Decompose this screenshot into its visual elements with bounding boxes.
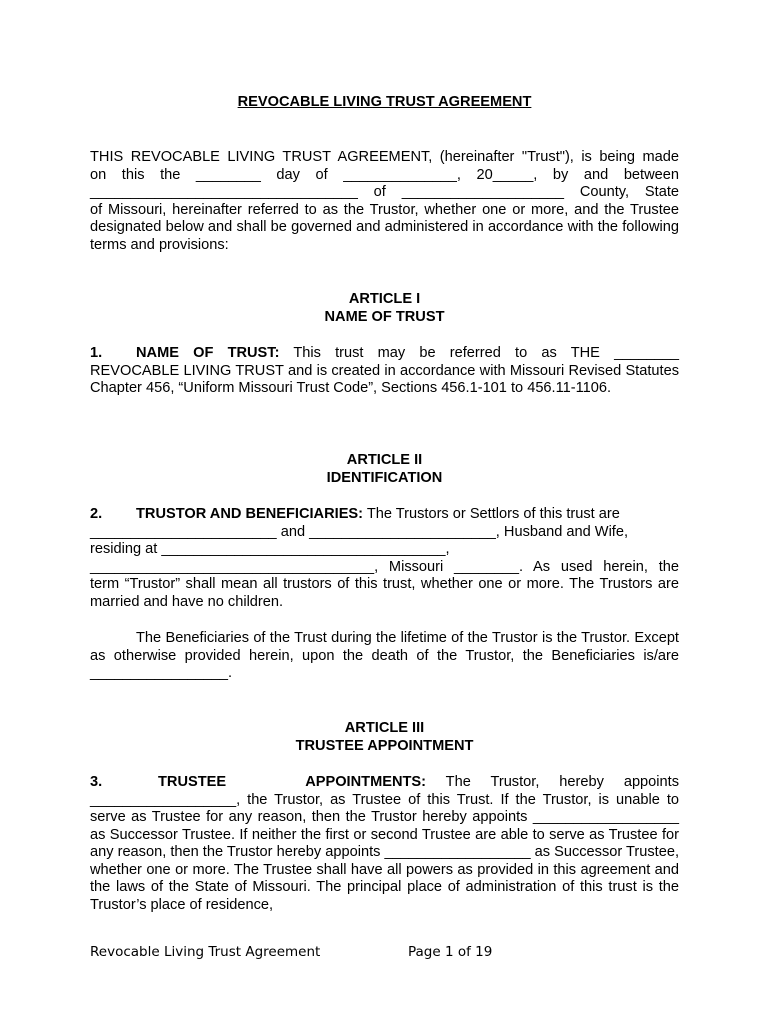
section-1-first-line	[90, 345, 679, 363]
section-2-paragraph	[90, 506, 679, 611]
section-2-number: 2.	[90, 506, 103, 522]
beneficiaries-paragraph: The Beneficiaries of the Trust during the lifetime of the Trustor is the Trustor. Except as otherwise provided herein, upon the death of the Trustor, the Beneficiaries is/are _________________.	[90, 630, 679, 681]
intro-rest: of Missouri, hereinafter referred to as the Trustor, whether one or more, and the Trustee designated below and shall be governed and administered in accordance with the following terms and provisions:	[90, 201, 679, 253]
section-2-line-4a: ___________________________________, Missouri	[90, 558, 455, 575]
article-3-title: TRUSTEE APPOINTMENT	[295, 737, 474, 754]
section-2-lead: TRUSTOR AND BENEFICIARIES:	[136, 506, 364, 522]
section-2-rest: term “Trustor” shall mean all trustors of this trust, whether one or more. The Trustors are married and have no children.	[90, 576, 679, 610]
section-1-paragraph	[90, 345, 679, 398]
intro-line-3: _________________________________ of ____________________ County, State	[90, 184, 679, 200]
section-2-line-2: _______________________ and _______________________, Husband and Wife,	[90, 523, 629, 540]
section-2-line-4	[90, 559, 679, 577]
section-2-text-1: The Trustors or Settlors of this trust are	[363, 506, 620, 522]
section-3-first-line	[90, 774, 679, 792]
intro-line-1: THIS REVOCABLE LIVING TRUST AGREEMENT, (hereinafter "Trust"), is being made	[90, 149, 679, 165]
intro-paragraph	[90, 149, 679, 254]
section-3-text-1: The Trustor, hereby appoints	[445, 774, 680, 790]
section-1-text-2: REVOCABLE LIVING TRUST and is created in accordance with Missouri Revised Statutes Chapter 456, “Uniform Missouri Trust Code”, Sections 456.1-101 to 456.11-1106.	[90, 362, 679, 396]
footer-document-name: Revocable Living Trust Agreement	[90, 944, 321, 960]
section-1-lead: NAME OF TRUST:	[136, 345, 280, 361]
section-3-lead: TRUSTEE APPOINTMENTS:	[158, 774, 427, 790]
section-1-number: 1.	[90, 345, 103, 361]
article-2-heading	[90, 452, 679, 487]
intro-line-2: on this the ________ day of ______________, 20_____, by and between	[90, 166, 679, 183]
section-2-line-3: residing at ___________________________________,	[90, 541, 450, 557]
section-1-blank: ________	[614, 345, 679, 361]
section-2-first-line	[90, 506, 679, 524]
article-3-label: ARTICLE III	[344, 720, 425, 736]
section-3-number: 3.	[90, 774, 103, 790]
article-1-title: NAME OF TRUST	[324, 308, 445, 325]
article-2-title: IDENTIFICATION	[326, 469, 443, 486]
section-2-line-4-blank: ________	[454, 558, 519, 575]
footer-page-number: Page 1 of 19	[408, 944, 493, 960]
section-2-line-4b: . As used herein, the	[518, 558, 679, 575]
article-1-label: ARTICLE I	[348, 291, 421, 307]
section-3-rest: __________________, the Trustor, as Trustee of this Trust. If the Trustor, is unable to serve as Trustee for any reason, then the Trustor hereby appoints __________________ as Successor Trustee. If neither the first or second Trustee are able to serve as Trustee for any reason, then the Trustor hereby appoints __________________ as Successor Trustee, whether one or more. The Trustee shall have all powers as provided in this agreement and the laws of the State of Missouri. The principal place of administration of this trust is the Trustor’s place of residence,	[90, 791, 680, 913]
article-2-label: ARTICLE II	[346, 452, 423, 468]
section-3-paragraph	[90, 774, 679, 914]
article-1-heading	[90, 291, 679, 326]
section-1-text-1: This trust may be referred to as THE	[279, 345, 615, 361]
article-3-heading	[90, 720, 679, 755]
document-title: REVOCABLE LIVING TRUST AGREEMENT	[237, 94, 532, 110]
